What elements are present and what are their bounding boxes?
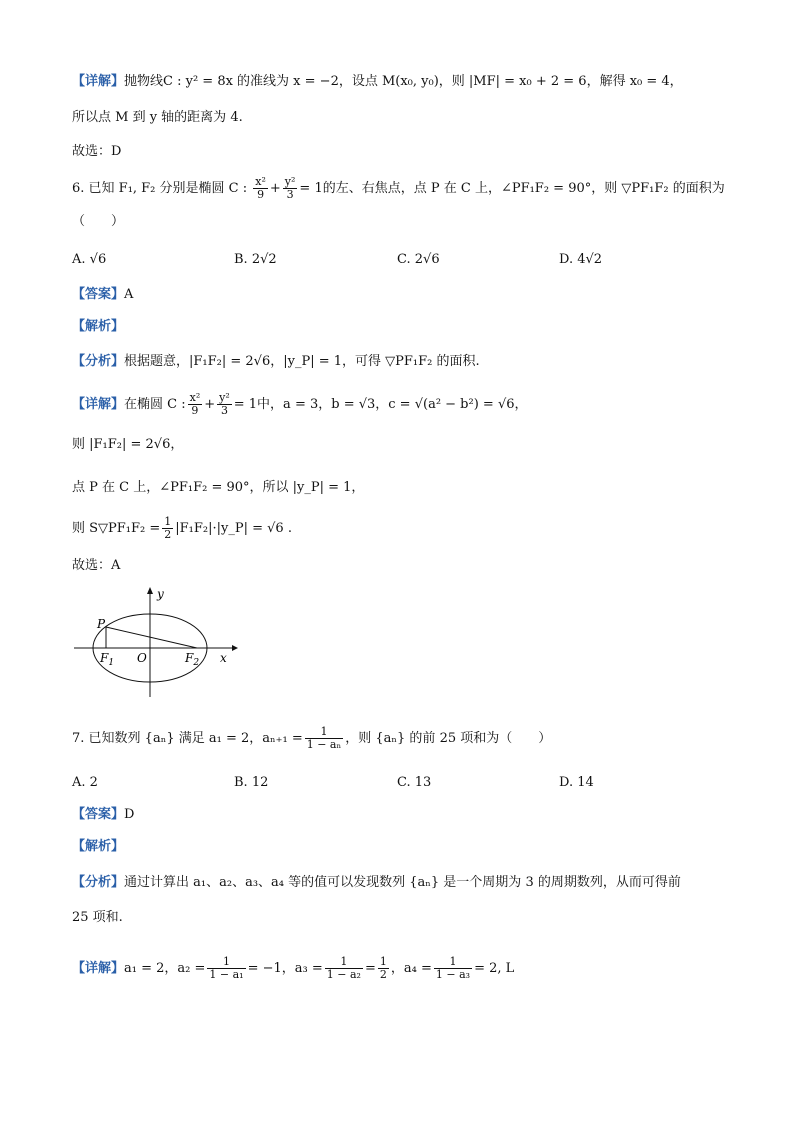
q6-detail-4: 则 S▽PF₁F₂ = $\frac{1}{2}$ |F₁F₂|·|y_P| = √6 . [72, 515, 292, 541]
fraction-x2-9: $\frac{\text{x²}}{9}$ [255, 175, 266, 201]
ellipse-figure [70, 585, 240, 700]
detail-tag: 【详解】 [72, 74, 125, 89]
q6-analysis-tag: 【解析】 [72, 319, 125, 334]
q6-detail-3: 点 P 在 C 上，∠PF₁F₂ = 90°，所以 |y_P| = 1， [72, 480, 365, 495]
q5-detail-line-2: 所以点 M 到 y 轴的距离为 4. [72, 110, 243, 125]
q6-answer: 【答案】A [72, 287, 134, 302]
q7-stem: 7. 已知数列 {aₙ} 满足 a₁ = 2，aₙ₊₁ = $\frac{1}{\text{1 − aₙ}}$ ，则 {aₙ} 的前 25 项和为（ ） [72, 725, 552, 751]
q6-stem: 6. 已知 F₁, F₂ 分别是椭圆 C : $\frac{\text{x²}}{9}$ + $\frac{\text{y²}}{3}$ = 1的左、右焦点，点 P 在 C 上，∠PF₁F₂ = 90°，则 ▽PF₁F₂ 的面积为 [72, 175, 725, 201]
fraction-x2-9: $\frac{\text{x²}}{9}$ [189, 391, 201, 417]
fraction-1-over-1-minus-a2: $\frac{1}{\text{1 − a₂}}$ [326, 955, 361, 981]
point-p-label: P [97, 617, 106, 631]
q7-analysis-2: 25 项和. [72, 910, 123, 925]
q6-analysis: 【分析】根据题意，|F₁F₂| = 2√6，|y_P| = 1，可得 ▽PF₁F₂ 的面积. [72, 354, 480, 369]
q7-option-c: C. 13 [397, 775, 432, 790]
q6-option-d: D. 4√2 [559, 252, 603, 267]
q7-option-a: A. 2 [72, 775, 98, 790]
q6-option-a: A. √6 [72, 252, 107, 267]
q7-detail: 【详解】a₁ = 2，a₂ = $\frac{1}{\text{1 − a₁}}$ = −1，a₃ = $\frac{1}{\text{1 − a₂}}$ = $\frac{1}{2}$ ，a₄ = $\frac{1}{\text{1 − a₃}}$ = 2, L [72, 955, 515, 981]
q6-stem-mid: = 1的左、右焦点，点 P 在 C 上，∠PF₁F₂ = 90°，则 ▽PF₁F₂ 的面积为 [299, 181, 725, 196]
y-axis-arrow-icon [147, 587, 153, 594]
fraction-1-over-1-minus-a3: $\frac{1}{\text{1 − a₃}}$ [435, 955, 471, 981]
q6-paren: （ ） [72, 214, 125, 229]
q5-detail-line [72, 72, 683, 92]
fraction-y2-3: $\frac{\text{y²}}{3}$ [219, 391, 230, 417]
q6-stem-prefix: 6. 已知 F₁, F₂ 分别是椭圆 C : [72, 181, 248, 196]
fraction-y2-3: $\frac{\text{y²}}{3}$ [284, 175, 296, 201]
q7-option-b: B. 12 [234, 775, 269, 790]
q7-option-d: D. 14 [559, 775, 594, 790]
q6-option-c: C. 2√6 [397, 252, 440, 267]
x-axis-label: x [220, 651, 227, 665]
q7-analysis-tag: 【解析】 [72, 839, 125, 854]
q7-answer: 【答案】D [72, 807, 135, 822]
segment-pf2 [106, 627, 197, 648]
point-f1-label: $F_1$ [100, 651, 115, 668]
q5-detail-text: 抛物线C : y² = 8x 的准线为 x = −2，设点 M(x₀, y₀)，则 |MF| = x₀ + 2 = 6，解得 x₀ = 4， [124, 74, 683, 89]
fraction-1-2: $\frac{1}{2}$ [379, 955, 387, 981]
q6-choice: 故选：A [72, 558, 121, 573]
q5-choice: 故选：D [72, 144, 122, 159]
q6-detail-2: 则 |F₁F₂| = 2√6， [72, 437, 184, 452]
y-axis-label: y [157, 587, 164, 601]
point-f2-label: $F_2$ [185, 651, 200, 668]
fraction-1-2: $\frac{1}{2}$ [164, 515, 172, 541]
q6-detail-1: 【详解】在椭圆 C : $\frac{\text{x²}}{9}$ + $\frac{\text{y²}}{3}$ = 1中，a = 3，b = √3，c = √(a² − b²) = √6， [72, 391, 528, 417]
q7-analysis: 【分析】通过计算出 a₁、a₂、a₃、a₄ 等的值可以发现数列 {aₙ} 是一个周期为 3 的周期数列，从而可得前 [72, 875, 681, 890]
fraction-1-over-1-minus-a1: $\frac{1}{\text{1 − a₁}}$ [209, 955, 244, 981]
origin-label: O [137, 651, 147, 665]
q6-option-b: B. 2√2 [234, 252, 277, 267]
x-axis-arrow-icon [232, 645, 238, 651]
fraction-1-over-1-minus-an: $\frac{1}{\text{1 − aₙ}}$ [306, 725, 342, 751]
